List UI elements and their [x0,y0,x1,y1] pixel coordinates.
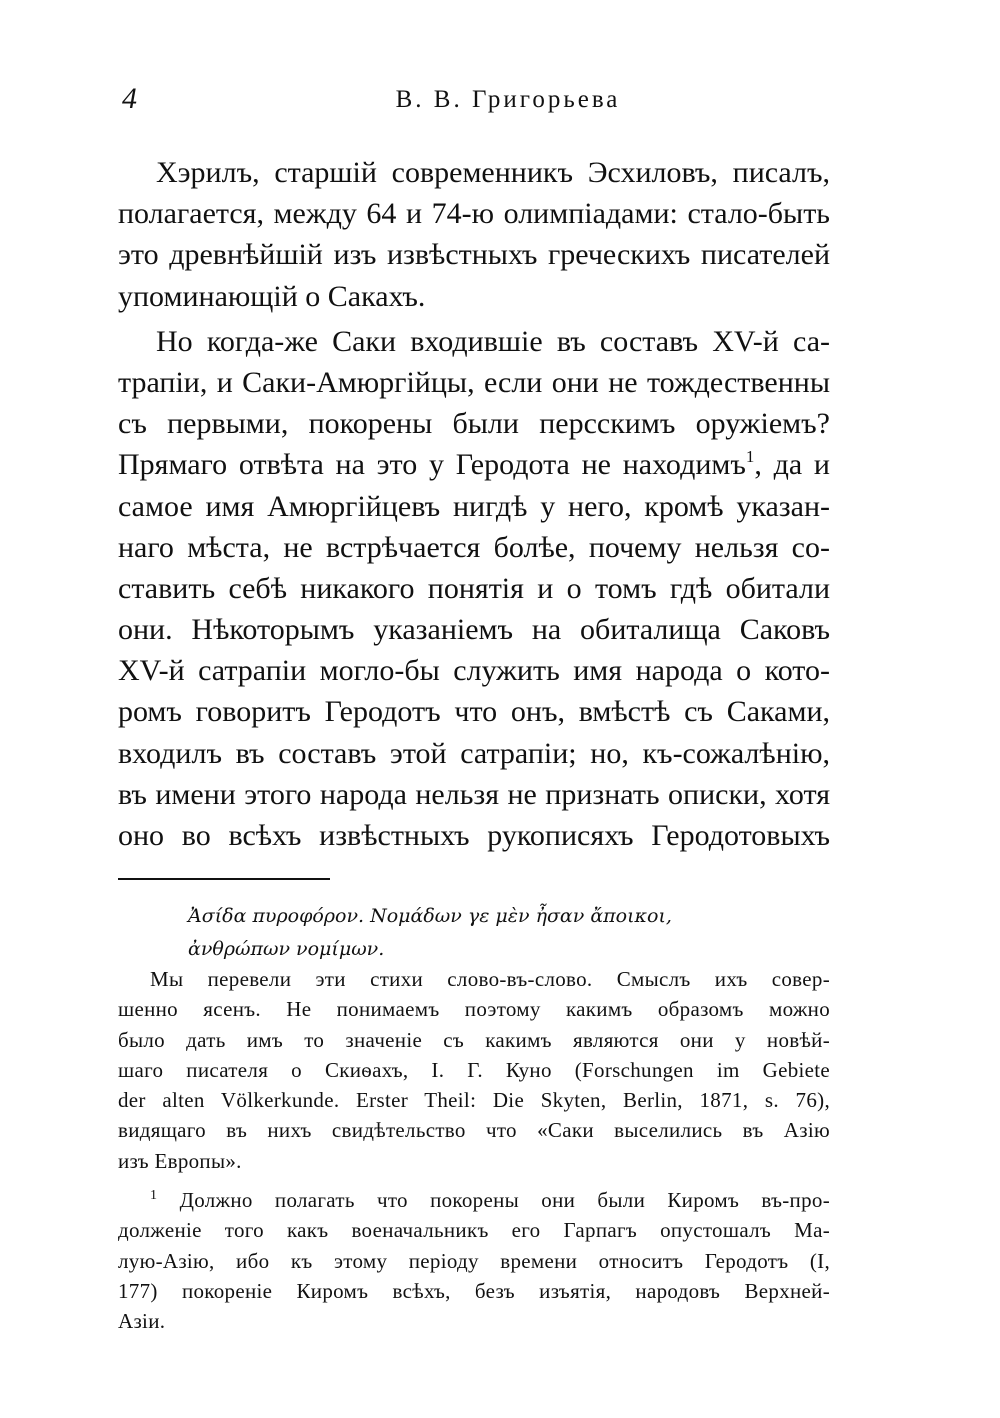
text-line: полагается, между 64 и 74-ю олимпіадами: стало-быть [118,197,830,231]
note-line: шенно ясенъ. Не понимаемъ поэтому какимъ образомъ можно [118,997,830,1022]
footnote-reference[interactable]: 1 [745,447,755,467]
greek-line: ἀνθρώπων νομίμων. [188,938,385,960]
footnote-line: Азіи. [118,1309,166,1334]
text-line: это древнѣйшій изъ извѣстныхъ греческихъ писателей [118,238,830,272]
text-line: ромъ говоритъ Геродотъ что онъ, вмѣстѣ съ Саками, [118,695,830,729]
footnote-text: Должно полагать что покорены они были Киромъ въ-про- [179,1188,830,1212]
text-line: съ первыми, покорены были персскимъ оружіемъ? [118,407,830,441]
footnote-divider [118,878,330,880]
main-text [118,152,830,856]
text-line: входилъ въ составъ этой сатрапіи; но, къ-сожалѣнію, [118,736,830,770]
footnote-line: 177) покореніе Киромъ всѣхъ, безъ изъятія, народовъ Верхней- [118,1278,830,1303]
note-line: шаго писателя о Скиѳахъ, І. Г. Куно (Forschungen im Gebiete [118,1057,830,1082]
greek-quotation [188,900,748,966]
footnote-marker: 1 [150,1188,158,1203]
text-line: трапіи, и Саки-Амюргійцы, если они не тождественны [118,365,830,399]
text-segment: Прямаго отвѣта на это у Геродота не находимъ [118,448,746,482]
text-line: Хэрилъ, старшій современникъ Эсхиловъ, писалъ, [156,156,830,189]
text-line: упоминающій о Сакахъ. [118,279,426,313]
footnote-line: долженіе того какъ военачальникъ его Гарпагъ опустошалъ Ма- [118,1218,830,1243]
text-line: XV-й сатрапіи могло-бы служить имя народа о кото- [118,654,830,688]
text-line: ставить себѣ никакого понятія и о томъ гдѣ обитали [118,571,830,605]
footnote-line: лую-Азію, ибо къ этому періоду времени относитъ Геродотъ (І, [118,1248,830,1273]
greek-line: Ἀσίδα πυροφόρον. Νομάδων γε μὲν ἦσαν ἄποικοι, [188,905,672,927]
footnote [118,1185,830,1336]
text-line: Но когда-же Саки входившіе въ составъ XV-й са- [156,324,830,358]
text-line-with-footnote [118,444,830,485]
running-title: В. В. Григорьева [395,86,621,113]
footnote-line [118,1185,830,1215]
note-line: изъ Европы». [118,1148,242,1173]
translation-note [118,964,830,1176]
text-line: наго мѣста, не встрѣчается болѣе, почему нельзя со- [118,530,830,564]
note-line: было дать имъ то значеніе съ какимъ являются они у новѣй- [118,1027,830,1052]
text-line: въ имени этого народа нельзя не признать описки, хотя [118,777,830,811]
text-line: они. Нѣкоторымъ указаніемъ на обиталища Саковъ [118,613,830,647]
text-line: оно во всѣхъ извѣстныхъ рукописяхъ Геродотовыхъ [118,819,830,852]
note-line: видящаго въ нихъ свидѣтельство что «Саки выселились въ Азію [118,1118,830,1143]
note-line: Мы перевели эти стихи слово-въ-слово. Смыслъ ихъ совер- [150,967,830,991]
note-line: der alten Völkerkunde. Erster Theil: Die Skyten, Berlin, 1871, s. 76), [118,1088,830,1113]
text-segment: , да и [754,448,830,482]
text-line: самое имя Амюргійцевъ нигдѣ у него, кромѣ указан- [118,489,830,523]
page-number: 4 [122,82,137,115]
